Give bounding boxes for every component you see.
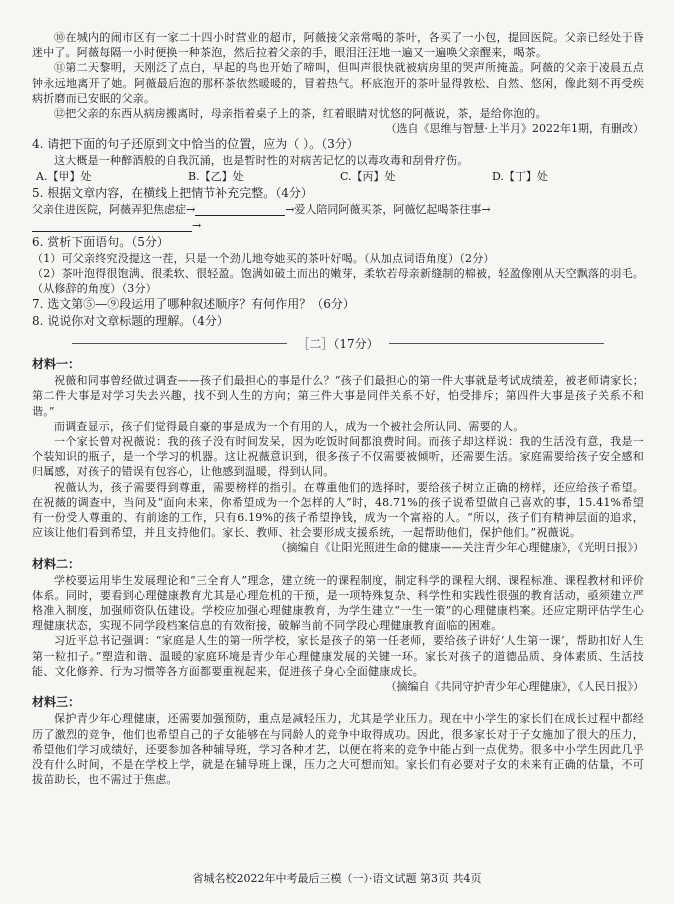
section-2-header [32, 335, 644, 352]
paragraph-11: ⑪第二天黎明，天刚泛了点白，早起的鸟也开始了啼叫，但叫声很快就被病房里的哭声所掩盖。阿薇的父亲于凌晨五点钟永远地离开了她。阿薇最后泡的那杯茶依然暖暖的，冒着热气。杯底泡开的茶叶显得敦松、自然、悠闲，像此刻不再受疾病折磨而已安眠的父亲。 [32, 61, 644, 105]
flow-blank-2[interactable] [32, 219, 192, 232]
question-6-item-1: （1）可父亲终究没提这一茬，只是一个劲儿地夸她买的茶叶好喝。（从加点词语角度）（2分） [32, 251, 495, 265]
question-6-stem: 6. 赏析下面语句。（5分） [32, 234, 169, 249]
flow-middle: →爱人陪同阿薇买茶，阿薇忆起喝茶往事→ [285, 202, 491, 216]
material-2-para-1: 学校要运用毕生发展理论和“三全育人”理念，建立统一的课程制度，制定科学的课程大纲、课程标准、课程教材和评价体系。同时，要看到心理健康教育尤其是心理危机的干预，是一项特殊复杂、科学性和实践性很强的教育活动，亟须建立严格准入制度，加强师资队伍建设。学校应加强心理健康教育，为学生建立“一生一策”的心理健康档案。还应定期评估学生心理健康状态，实现不同学段档案信息的有效衔接，破解当前不同学段心理健康教育面临的困难。 [32, 573, 644, 633]
material-1-label: 材料一： [32, 357, 81, 372]
question-5 [32, 185, 644, 234]
flow-blank-1[interactable] [195, 203, 285, 216]
question-4-sentence: 这大概是一种醉酒般的自我沉涌，也是暂时性的对病苦记忆的以毒攻毒和刮骨疗伤。 [54, 154, 469, 168]
paragraph-12: ⑫把父亲的东西从病房搬离时，母亲指着桌子上的茶，红着眼睛对忧悠的阿薇说，茶，是给你泡的。 [54, 107, 547, 121]
option-c[interactable]: C.【丙】处 [340, 169, 396, 183]
story-ending [32, 30, 644, 136]
question-4-options [32, 169, 644, 185]
paragraph-10: ⑩在城内的闹市区有一家二十四小时营业的超市，阿薇接父亲常喝的茶叶，各买了一小包，提回医院。父亲已经处于昏迷中了。阿薇每隔一小时便换一种茶泡，然后拉着父亲的手，眼泪汪汪地一遍又一遍唤父亲醒来，喝茶。 [32, 31, 644, 60]
section-2-title: ［二］（17分） [297, 337, 379, 352]
plot-flow-line-2 [32, 218, 644, 234]
option-b[interactable]: B.【乙】处 [188, 169, 244, 183]
story-source: （选自《思维与智慧·上半月》2022年1期，有删改） [385, 122, 644, 136]
material-1-para-1: 祝薇和同事曾经做过调查——孩子们最担心的事是什么？“孩子们最担心的第一件大事就是考试成绩差，被老师请家长；第二件大事是对学习失去兴趣，找不到人生的方向；第三件大事是同伴关系不好，怕受排斥；第四件大事是孩子关系不和谐。” [32, 374, 644, 418]
flow-end: → [192, 218, 202, 232]
material-2-para-2: 习近平总书记强调：“家庭是人生的第一所学校，家长是孩子的第一任老师，要给孩子讲好‘人生第一课’，帮助扣好人生第一粒扣子。”塑造和谐、温暖的家庭环境是青少年心理健康发展的关键一环。家长对孩子的道德品质、身体素质、生活技能、文化修养、行为习惯等各方面都要重视起来，促进孩子身心全面健康成长。 [32, 634, 644, 678]
option-d[interactable]: D.【丁】处 [492, 169, 548, 183]
question-5-stem: 5. 根据文章内容，在横线上把情节补充完整。（4分） [32, 185, 313, 200]
material-2-label: 材料二： [32, 556, 81, 571]
divider-left [72, 343, 287, 344]
flow-start: 父亲住进医院，阿薇弄犯焦虑症→ [32, 202, 196, 216]
divider-right [389, 343, 604, 344]
question-6 [32, 234, 644, 297]
material-2 [32, 556, 644, 695]
material-3 [32, 694, 644, 787]
material-1-para-3: 一个家长曾对祝薇说：我的孩子没有时间发呆，因为吃饭时间都浪费时间。而孩子却这样说：我的生活没有意，我是一个装知识的瓶子，是一个学习的机器。这让祝薇意识到，很多孩子不仅需要被倾听，还需要生活。家庭需要给孩子安全感和归属感，对孩子的错误有包容心，让他感到温暖，得到认同。 [32, 435, 644, 479]
question-8: 8. 说说你对文章标题的理解。（4分） [32, 314, 229, 329]
question-7: 7. 选文第⑤—⑨段运用了哪种叙述顺序？有何作用？（6分） [32, 297, 355, 312]
plot-flow [32, 202, 644, 218]
material-1-para-2: 而调查显示，孩子们觉得最自豪的事是成为一个有用的人，成为一个被社会所认同、需要的人。 [54, 419, 525, 433]
page-footer: 省城名校2022年中考最后三模（一）·语文试题 第3页 共4页 [192, 872, 482, 885]
material-2-source: （摘编自《共同守护青少年心理健康》，《人民日报》） [385, 680, 644, 694]
material-1 [32, 356, 644, 555]
material-1-para-4: 祝薇认为，孩子需要得到尊重，需要榜样的指引。在尊重他们的选择时，要给孩子树立正确的榜样，还应给孩子希望。在祝薇的调查中，当问及“面向未来，你希望成为一个怎样的人”时，48.71%的孩子说希望做自己喜欢的事，15.41%希望有一份受人尊重的、有前途的工作，只有6.19%的孩子希望挣钱，成为一个富裕的人。“所以，孩子们有精神层面的追求，应该让他们看到希望，并且支持他们。家长、教师、社会要形成支援系统，一起帮助他们，保护他们。”祝薇说。 [32, 480, 644, 540]
material-1-source: （摘编自《让阳光照进生命的健康——关注青少年心理健康》，《光明日报》） [275, 541, 644, 555]
question-4-stem: 4. 请把下面的句子还原到文中恰当的位置，应为（ ）。（3分） [32, 137, 359, 152]
question-6-item-2: （2）茶叶泡得很饱满、很柔软、很轻盈。饱满如破土而出的嫩芽，柔软若母亲新缝制的棉被，轻盈像刚从天空飘落的羽毛。（从修辞的角度）（3分） [32, 266, 644, 296]
question-4 [32, 136, 644, 184]
option-a[interactable]: A.【甲】处 [36, 169, 92, 183]
material-3-label: 材料三： [32, 695, 81, 710]
material-3-para-1: 保护青少年心理健康，还需要加强预防，重点是减轻压力，尤其是学业压力。现在中小学生的家长们在成长过程中都经历了激烈的竞争，他们也希望自己的子女能够在与同龄人的竞争中取得成功。因此，很多家长对于子女施加了很大的压力，希望他们学习成绩好，还要参加各种辅导班，学习各种才艺，以便在将来的竞争中能占到一点优势。很多中小学生因此几乎没有什么时间，不是在学校上学，就是在辅导班上课，压力之大可想而知。家长们有必要对子女的未来有正确的估量，不可拔苗助长，也不需过于焦虑。 [32, 712, 644, 787]
